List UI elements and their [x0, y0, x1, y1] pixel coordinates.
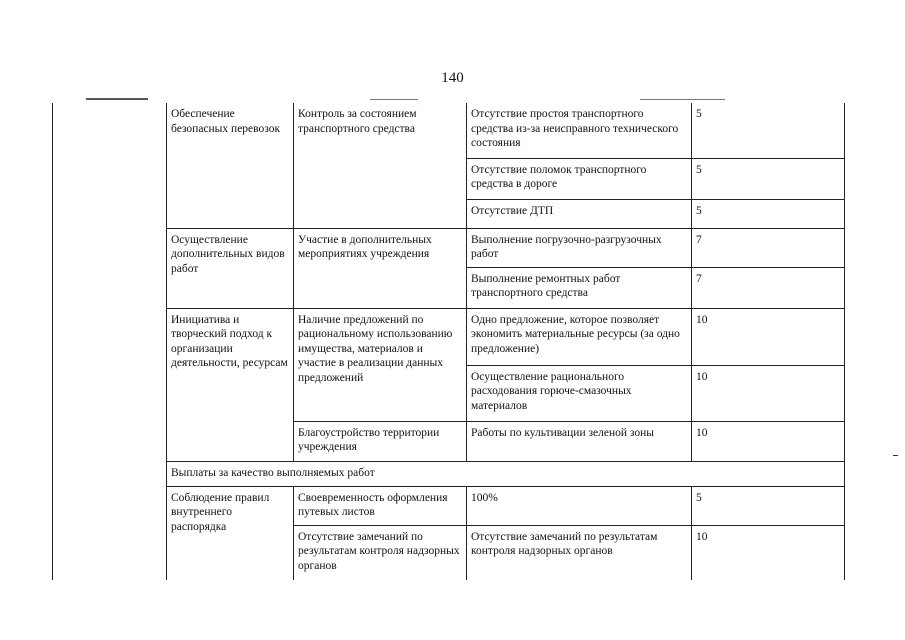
points-cell: 5 [692, 158, 845, 199]
condition-cell: Выполнение погрузочно-разгрузочных работ [467, 228, 692, 267]
condition-cell: Отсутствие замечаний по результатам контроля надзорных органов [467, 525, 692, 580]
section-title: Выплаты за качество выполняемых работ [167, 461, 845, 486]
table-row [53, 228, 845, 267]
points-cell: 5 [692, 486, 845, 525]
points-cell: 10 [692, 365, 845, 421]
indicator-cell: Участие в дополнительных мероприятиях учреждения [294, 228, 467, 308]
payments-criteria-table [52, 103, 845, 580]
position-column [53, 103, 167, 580]
section-row [53, 461, 845, 486]
criterion-cell: Обеспечение безопасных перевозок [167, 103, 294, 228]
condition-cell: Работы по культивации зеленой зоны [467, 421, 692, 461]
page-number: 140 [441, 70, 464, 86]
condition-cell: Отсутствие поломок транспортного средства в дороге [467, 158, 692, 199]
indicator-cell: Благоустройство территории учреждения [294, 421, 467, 461]
scan-artifact-right [640, 99, 725, 100]
condition-cell: Отсутствие простоя транспортного средства из-за неисправного технического состояния [467, 103, 692, 158]
points-cell: 10 [692, 308, 845, 365]
table-row [53, 486, 845, 525]
condition-cell: Выполнение ремонтных работ транспортного средства [467, 267, 692, 308]
points-cell: 10 [692, 525, 845, 580]
criterion-cell: Осуществление дополнительных видов работ [167, 228, 294, 308]
condition-cell: 100% [467, 486, 692, 525]
points-cell: 5 [692, 199, 845, 228]
criterion-cell: Соблюдение правил внутреннего распорядка [167, 486, 294, 580]
points-cell: 10 [692, 421, 845, 461]
condition-cell: Отсутствие ДТП [467, 199, 692, 228]
indicator-cell: Наличие предложений по рациональному использованию имущества, материалов и участие в реализации данных предложений [294, 308, 467, 421]
points-cell: 7 [692, 228, 845, 267]
condition-cell: Одно предложение, которое позволяет экономить материальные ресурсы (за одно предложение) [467, 308, 692, 365]
scan-artifact-left [86, 98, 148, 100]
indicator-cell: Контроль за состоянием транспортного средства [294, 103, 467, 228]
table-row [53, 103, 845, 158]
margin-mark [893, 455, 898, 456]
indicator-cell: Отсутствие замечаний по результатам контроля надзорных органов [294, 525, 467, 580]
scan-artifact-middle [370, 99, 418, 100]
table-row [53, 308, 845, 365]
criterion-cell: Инициатива и творческий подход к организации деятельности, ресурсам [167, 308, 294, 461]
points-cell: 7 [692, 267, 845, 308]
points-cell: 5 [692, 103, 845, 158]
condition-cell: Осуществление рационального расходования горюче-смазочных материалов [467, 365, 692, 421]
indicator-cell: Своевременность оформления путевых листов [294, 486, 467, 525]
